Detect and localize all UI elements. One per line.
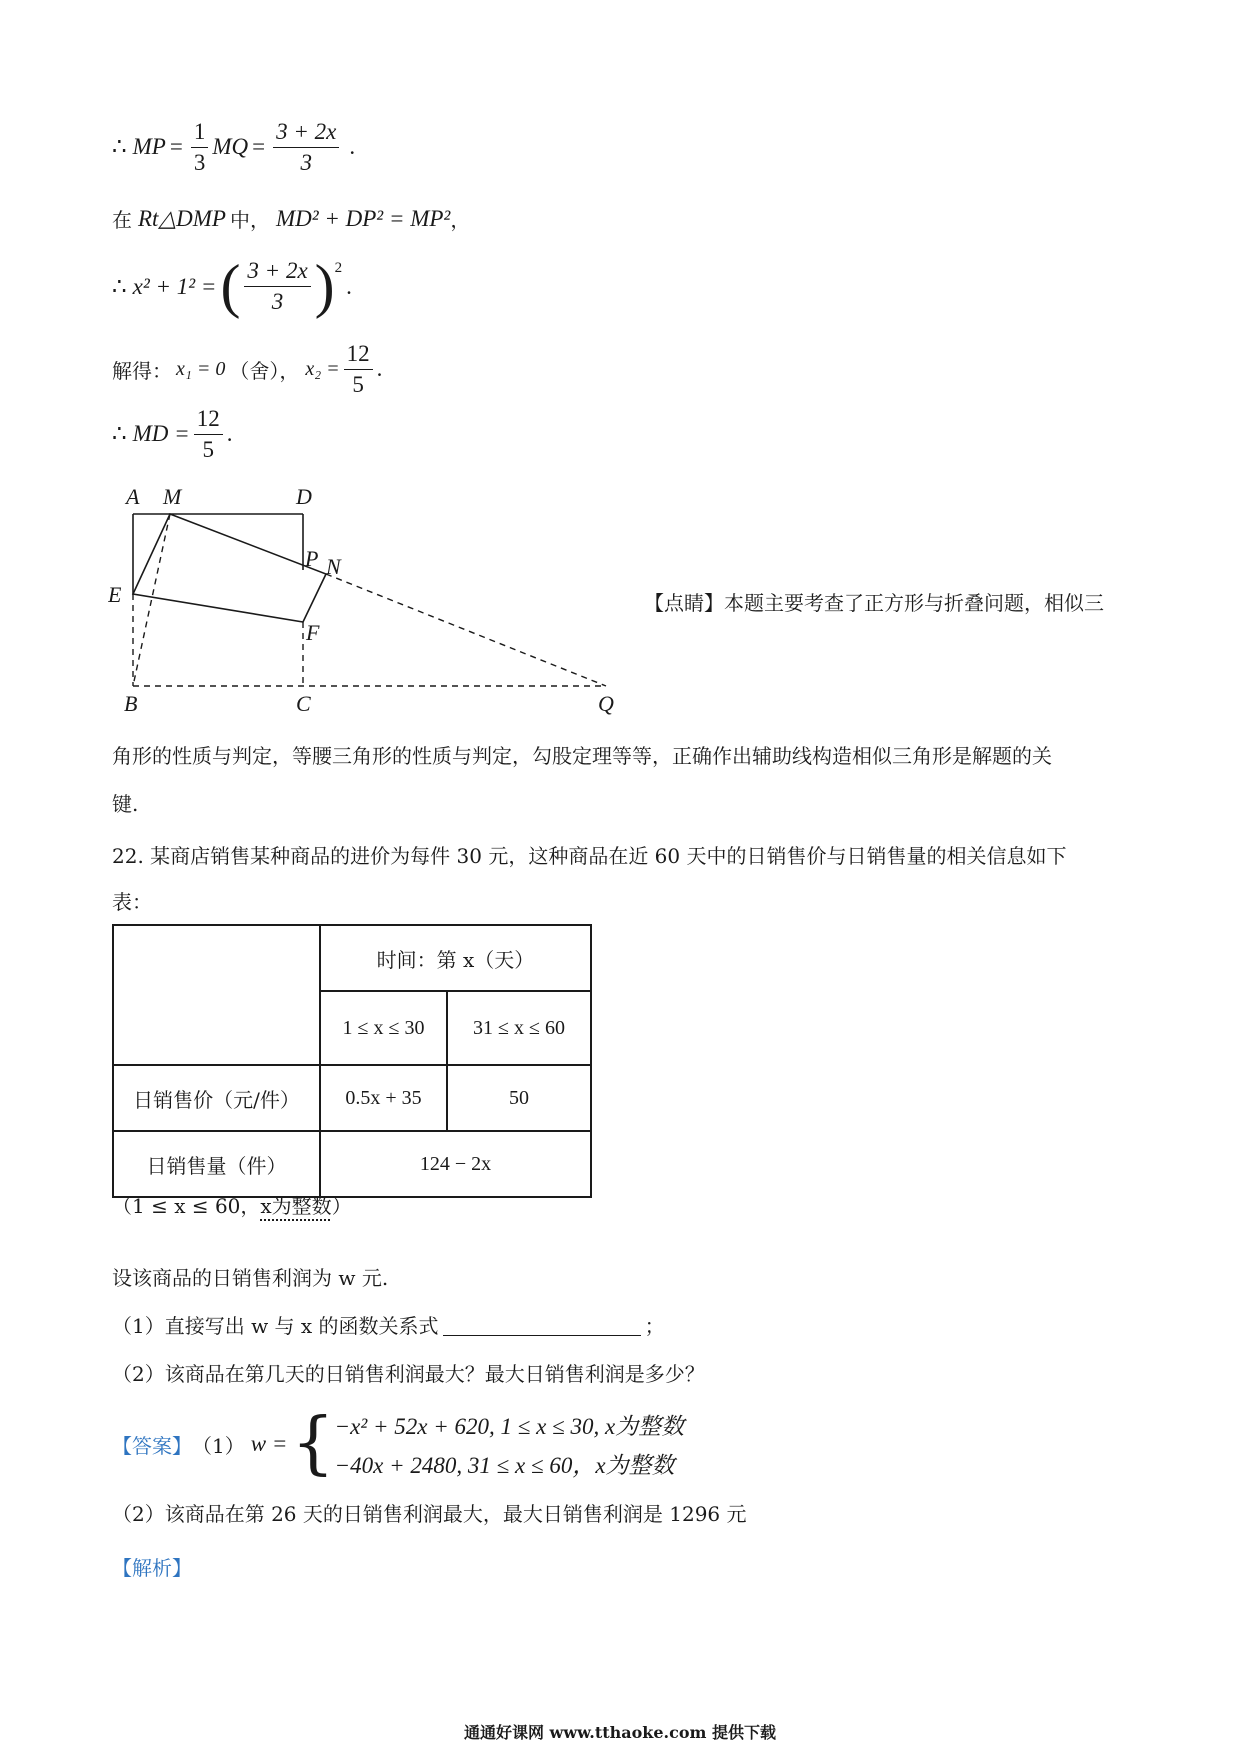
problem-22-stem-2: 表： <box>112 890 152 914</box>
therefore-symbol: ∴ <box>112 273 127 299</box>
x2-label: x₂ = <box>305 357 340 380</box>
solution-line-2 <box>112 204 470 233</box>
fraction-12-5 <box>344 340 373 398</box>
period: . <box>349 134 356 160</box>
range2-cell: 31 ≤ x ≤ 60 <box>447 991 591 1065</box>
question-1 <box>112 1310 665 1339</box>
answer-block <box>112 1404 685 1483</box>
semicolon: ； <box>644 1314 665 1338</box>
price-label-cell: 日销售价（元/件） <box>113 1065 320 1131</box>
answer-tag: 【答案】 <box>112 1433 192 1458</box>
price-info-table <box>112 924 592 1198</box>
label-a: A <box>126 484 140 509</box>
solution-line-3 <box>112 252 352 321</box>
note-prefix: （1 ≤ x ≤ 60， <box>112 1194 261 1218</box>
case-1: −x² + 52x + 620, 1 ≤ x ≤ 30, x为整数 <box>334 1414 685 1439</box>
label-f: F <box>306 620 320 645</box>
fraction-denominator: 3 <box>300 149 312 175</box>
volume-label-cell: 日销售量（件） <box>113 1131 320 1197</box>
note-end: ） <box>331 1194 352 1218</box>
period: . <box>346 273 352 299</box>
x1-value: x₁ = 0 <box>176 357 226 380</box>
md-label: MD = <box>132 421 190 447</box>
solution-line-5 <box>112 405 232 463</box>
left-paren: ( <box>220 253 241 319</box>
table-corner-cell <box>113 925 320 1065</box>
remark-cont-2: 键. <box>112 792 139 816</box>
table-note <box>112 1190 352 1219</box>
dashed-nq <box>326 574 606 686</box>
solve-label: 解得： <box>112 358 172 383</box>
price-fixed-cell: 50 <box>447 1065 591 1131</box>
remark-head: 【点睛】本题主要考查了正方形与折叠问题，相似三 <box>644 591 1104 615</box>
fraction-squared <box>244 257 310 315</box>
mp-text: MP <box>132 134 166 160</box>
equals-sign: = <box>169 134 183 160</box>
exponent: 2 <box>334 260 343 276</box>
text-mid: 中， <box>229 208 270 232</box>
problem-setup: 设该商品的日销售利润为 w 元. <box>112 1266 389 1290</box>
therefore-symbol: ∴ <box>112 421 127 447</box>
label-d: D <box>296 484 312 509</box>
period: . <box>376 356 383 382</box>
period: . <box>226 421 233 447</box>
problem-22-stem-1: 22. 某商店销售某种商品的进价为每件 30 元，这种商品在近 60 天中的日销售价与日销售量的相关信息如下 <box>112 844 1067 868</box>
solution-line-4 <box>112 340 382 398</box>
text-prefix: 在 <box>112 208 132 232</box>
note-integer: x为整数 <box>260 1194 332 1218</box>
folding-square-figure <box>108 480 628 720</box>
label-c: C <box>296 691 311 716</box>
fraction-numerator: 12 <box>194 405 223 435</box>
fraction-denominator: 5 <box>202 436 214 462</box>
right-paren: ) <box>314 253 335 319</box>
price-expr-cell: 0.5x + 35 <box>320 1065 447 1131</box>
label-p: P <box>305 546 319 571</box>
equals-sign: = <box>252 134 266 160</box>
label-q: Q <box>598 691 614 716</box>
fraction-12-5 <box>194 405 223 463</box>
answer-part-2: （2）该商品在第 26 天的日销售利润最大，最大日销售利润是 1296 元 <box>112 1502 747 1526</box>
case-2: −40x + 2480, 31 ≤ x ≤ 60，x为整数 <box>334 1453 675 1478</box>
fraction-one-third <box>191 118 209 176</box>
solution-line-1 <box>112 118 355 176</box>
label-e: E <box>108 582 122 607</box>
label-m: M <box>163 484 182 509</box>
comma: ， <box>450 208 471 232</box>
volume-expr-cell: 124 − 2x <box>320 1131 591 1197</box>
fraction-mp <box>273 118 339 176</box>
reject-note: （舍）， <box>229 358 300 383</box>
w-equals: w = <box>250 1431 288 1456</box>
question-1-text: （1）直接写出 w 与 x 的函数关系式 <box>112 1314 439 1338</box>
question-2: （2）该商品在第几天的日销售利润最大？最大日销售利润是多少？ <box>112 1362 705 1386</box>
label-n: N <box>326 554 341 579</box>
fraction-numerator: 3 + 2x <box>244 257 310 287</box>
folded-quadrilateral <box>133 514 326 622</box>
label-b: B <box>124 691 138 716</box>
analysis-tag: 【解析】 <box>112 1556 192 1580</box>
equation-lhs: x² + 1² = <box>132 273 217 299</box>
piecewise-cases <box>335 1408 685 1480</box>
fraction-denominator: 3 <box>193 149 206 175</box>
fraction-numerator: 1 <box>191 118 209 148</box>
range1-cell: 1 ≤ x ≤ 30 <box>320 991 447 1065</box>
answer-blank[interactable] <box>443 1313 641 1336</box>
fraction-denominator: 5 <box>352 371 364 397</box>
fraction-denominator: 3 <box>271 289 284 314</box>
triangle-name: Rt△DMP <box>138 205 226 231</box>
pythagoras-equation: MD² + DP² = MP² <box>275 205 451 231</box>
dashed-mb <box>133 514 170 686</box>
mq-text: MQ <box>212 134 249 160</box>
fraction-numerator: 12 <box>344 340 373 370</box>
remark-cont-1: 角形的性质与判定，等腰三角形的性质与判定，勾股定理等等，正确作出辅助线构造相似三角形是解题的关 <box>112 744 1052 768</box>
answer-part1-label: （1） <box>192 1433 245 1458</box>
fraction-numerator: 3 + 2x <box>273 118 339 148</box>
time-header-cell: 时间：第 x（天） <box>320 925 591 991</box>
page-footer: 通通好课网 www.tthaoke.com 提供下载 <box>463 1723 777 1742</box>
left-brace: { <box>291 1404 335 1483</box>
therefore-symbol: ∴ <box>112 134 127 160</box>
